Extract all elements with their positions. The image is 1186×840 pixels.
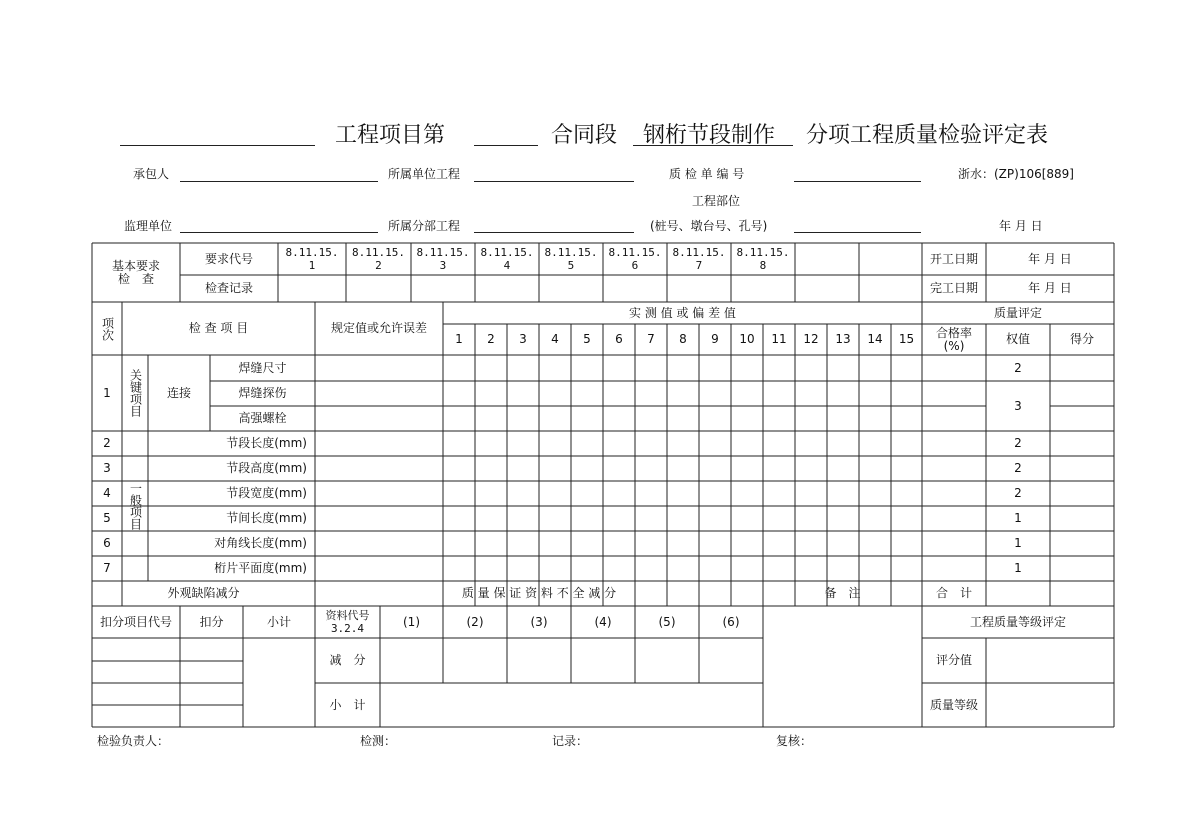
measure-col-15: 15 bbox=[898, 332, 915, 346]
measure-col-11: 11 bbox=[771, 332, 787, 346]
item-no-header: 项次 bbox=[100, 316, 115, 341]
start-date-label: 开工日期 bbox=[929, 251, 978, 266]
measure-col-13: 13 bbox=[835, 332, 851, 346]
weight-weld-size: 2 bbox=[1014, 360, 1022, 375]
check-record-label: 检查记录 bbox=[204, 281, 253, 295]
measure-col-5: 5 bbox=[583, 332, 591, 346]
connection-label: 连接 bbox=[166, 385, 191, 400]
general-item-name: 节段长度(mm) bbox=[226, 436, 307, 450]
weld-detect-label: 焊缝探伤 bbox=[238, 386, 287, 400]
req-code-2: 8.11.15. 2 bbox=[352, 246, 405, 272]
basic-req-label: 基本要求 检 查 bbox=[111, 258, 160, 286]
tester-label: 检测： bbox=[360, 734, 397, 748]
weight-header: 权值 bbox=[1005, 332, 1030, 346]
grade-eval-label: 工程质量等级评定 bbox=[969, 614, 1066, 629]
title-part-3: 钢桁节段制作 bbox=[643, 123, 776, 148]
item-no-3: 3 bbox=[103, 461, 111, 475]
general-item-name: 节段高度(mm) bbox=[226, 461, 307, 475]
total-label: 合 计 bbox=[935, 586, 972, 600]
start-date-value: 年 月 日 bbox=[1028, 251, 1072, 266]
req-code-7: 8.11.15. 7 bbox=[672, 246, 726, 272]
subtotal-label: 小计 bbox=[266, 614, 291, 629]
doc-num-2: (2) bbox=[466, 614, 484, 629]
doc-code-label: 资料代号 3.2.4 bbox=[325, 609, 370, 635]
item-no-1: 1 bbox=[103, 385, 111, 400]
inspector-lead-label: 检验负责人： bbox=[97, 734, 170, 748]
deduct-code-label: 扣分项目代号 bbox=[99, 614, 172, 629]
req-code-5: 8.11.15. 5 bbox=[544, 246, 598, 272]
subtotal2-label: 小 计 bbox=[329, 697, 366, 712]
doc-num-1: (1) bbox=[403, 614, 420, 629]
general-item-weight: 2 bbox=[1014, 486, 1022, 500]
item-no-2: 2 bbox=[103, 436, 111, 450]
general-item-weight: 1 bbox=[1014, 561, 1022, 575]
title-part-2: 合同段 bbox=[551, 123, 618, 148]
spec-header: 规定值或允许误差 bbox=[330, 321, 427, 335]
quality-grade-label: 质量等级 bbox=[929, 697, 978, 712]
item-no-7: 7 bbox=[103, 561, 111, 575]
general-item-weight: 2 bbox=[1014, 436, 1022, 450]
doc-num-3: (3) bbox=[530, 614, 548, 629]
score-header: 得分 bbox=[1069, 332, 1094, 346]
general-item-name: 节段宽度(mm) bbox=[226, 486, 307, 500]
unit-project-label: 所属单位工程 bbox=[388, 167, 461, 181]
supervisor-label: 监理单位 bbox=[124, 219, 173, 233]
general-item-weight: 1 bbox=[1014, 511, 1022, 525]
measure-col-6: 6 bbox=[615, 332, 623, 346]
pass-rate-header: 合格率 (%) bbox=[935, 325, 972, 353]
end-date-label: 完工日期 bbox=[929, 281, 978, 295]
reviewer-label: 复核： bbox=[776, 734, 813, 748]
measure-col-1: 1 bbox=[455, 332, 463, 346]
req-code-8: 8.11.15. 8 bbox=[736, 246, 790, 272]
general-item-name: 节间长度(mm) bbox=[226, 511, 307, 525]
item-no-6: 6 bbox=[103, 536, 111, 550]
reduce-label: 减 分 bbox=[329, 653, 366, 667]
inspection-no-label: 质 检 单 编 号 bbox=[669, 167, 745, 181]
check-item-header: 检 查 项 目 bbox=[188, 321, 249, 335]
measure-col-12: 12 bbox=[803, 332, 819, 346]
form-code: 浙水：(ZP)106[889] bbox=[958, 167, 1074, 181]
measure-col-8: 8 bbox=[679, 332, 687, 346]
location-label: 工程部位 bbox=[692, 194, 741, 208]
key-group-label: 关键项目 bbox=[128, 369, 143, 417]
appearance-deduct-label: 外观缺陷减分 bbox=[167, 586, 240, 600]
req-code-label: 要求代号 bbox=[204, 251, 253, 266]
weld-size-label: 焊缝尺寸 bbox=[238, 360, 287, 375]
location-detail-label: (桩号、墩台号、孔号) bbox=[650, 219, 768, 233]
title-part-1: 工程项目第 bbox=[335, 123, 446, 148]
end-date-value: 年 月 日 bbox=[1028, 281, 1072, 295]
measure-col-2: 2 bbox=[487, 332, 495, 346]
req-code-6: 8.11.15. 6 bbox=[608, 246, 662, 272]
bolt-label: 高强螺栓 bbox=[238, 411, 287, 425]
division-project-label: 所属分部工程 bbox=[388, 219, 461, 233]
measured-header: 实 测 值 或 偏 差 值 bbox=[629, 305, 736, 320]
remark-label: 备 注 bbox=[824, 586, 861, 600]
weight-weld-bolt: 3 bbox=[1014, 398, 1022, 413]
general-item-weight: 1 bbox=[1014, 536, 1022, 550]
recorder-label: 记录： bbox=[552, 734, 589, 748]
measure-col-7: 7 bbox=[647, 332, 655, 346]
req-code-4: 8.11.15. 4 bbox=[480, 246, 534, 272]
deduct-label: 扣分 bbox=[199, 614, 224, 629]
req-code-3: 8.11.15. 3 bbox=[416, 246, 470, 272]
req-code-1: 8.11.15. 1 bbox=[285, 246, 339, 272]
contractor-label: 承包人 bbox=[133, 167, 170, 181]
item-no-4: 4 bbox=[103, 486, 111, 500]
general-item-name: 桁片平面度(mm) bbox=[214, 561, 307, 575]
doc-num-4: (4) bbox=[594, 614, 612, 629]
header-date: 年 月 日 bbox=[999, 219, 1043, 233]
measure-col-14: 14 bbox=[867, 332, 883, 346]
quality-eval-header: 质量评定 bbox=[993, 305, 1042, 320]
measure-col-3: 3 bbox=[519, 332, 527, 346]
doc-num-6: (6) bbox=[722, 614, 740, 629]
general-item-weight: 2 bbox=[1014, 461, 1022, 475]
eval-score-label: 评分值 bbox=[935, 653, 972, 667]
general-item-name: 对角线长度(mm) bbox=[214, 536, 307, 550]
doc-deduct-label: 质 量 保 证 资 料 不 全 减 分 bbox=[461, 586, 617, 600]
general-group-label: 一般项目 bbox=[128, 482, 143, 530]
item-no-5: 5 bbox=[103, 511, 111, 525]
title-part-4: 分项工程质量检验评定表 bbox=[806, 123, 1049, 148]
measure-col-9: 9 bbox=[711, 332, 719, 346]
measure-col-4: 4 bbox=[551, 332, 559, 346]
measure-col-10: 10 bbox=[739, 332, 755, 346]
doc-num-5: (5) bbox=[658, 614, 676, 629]
